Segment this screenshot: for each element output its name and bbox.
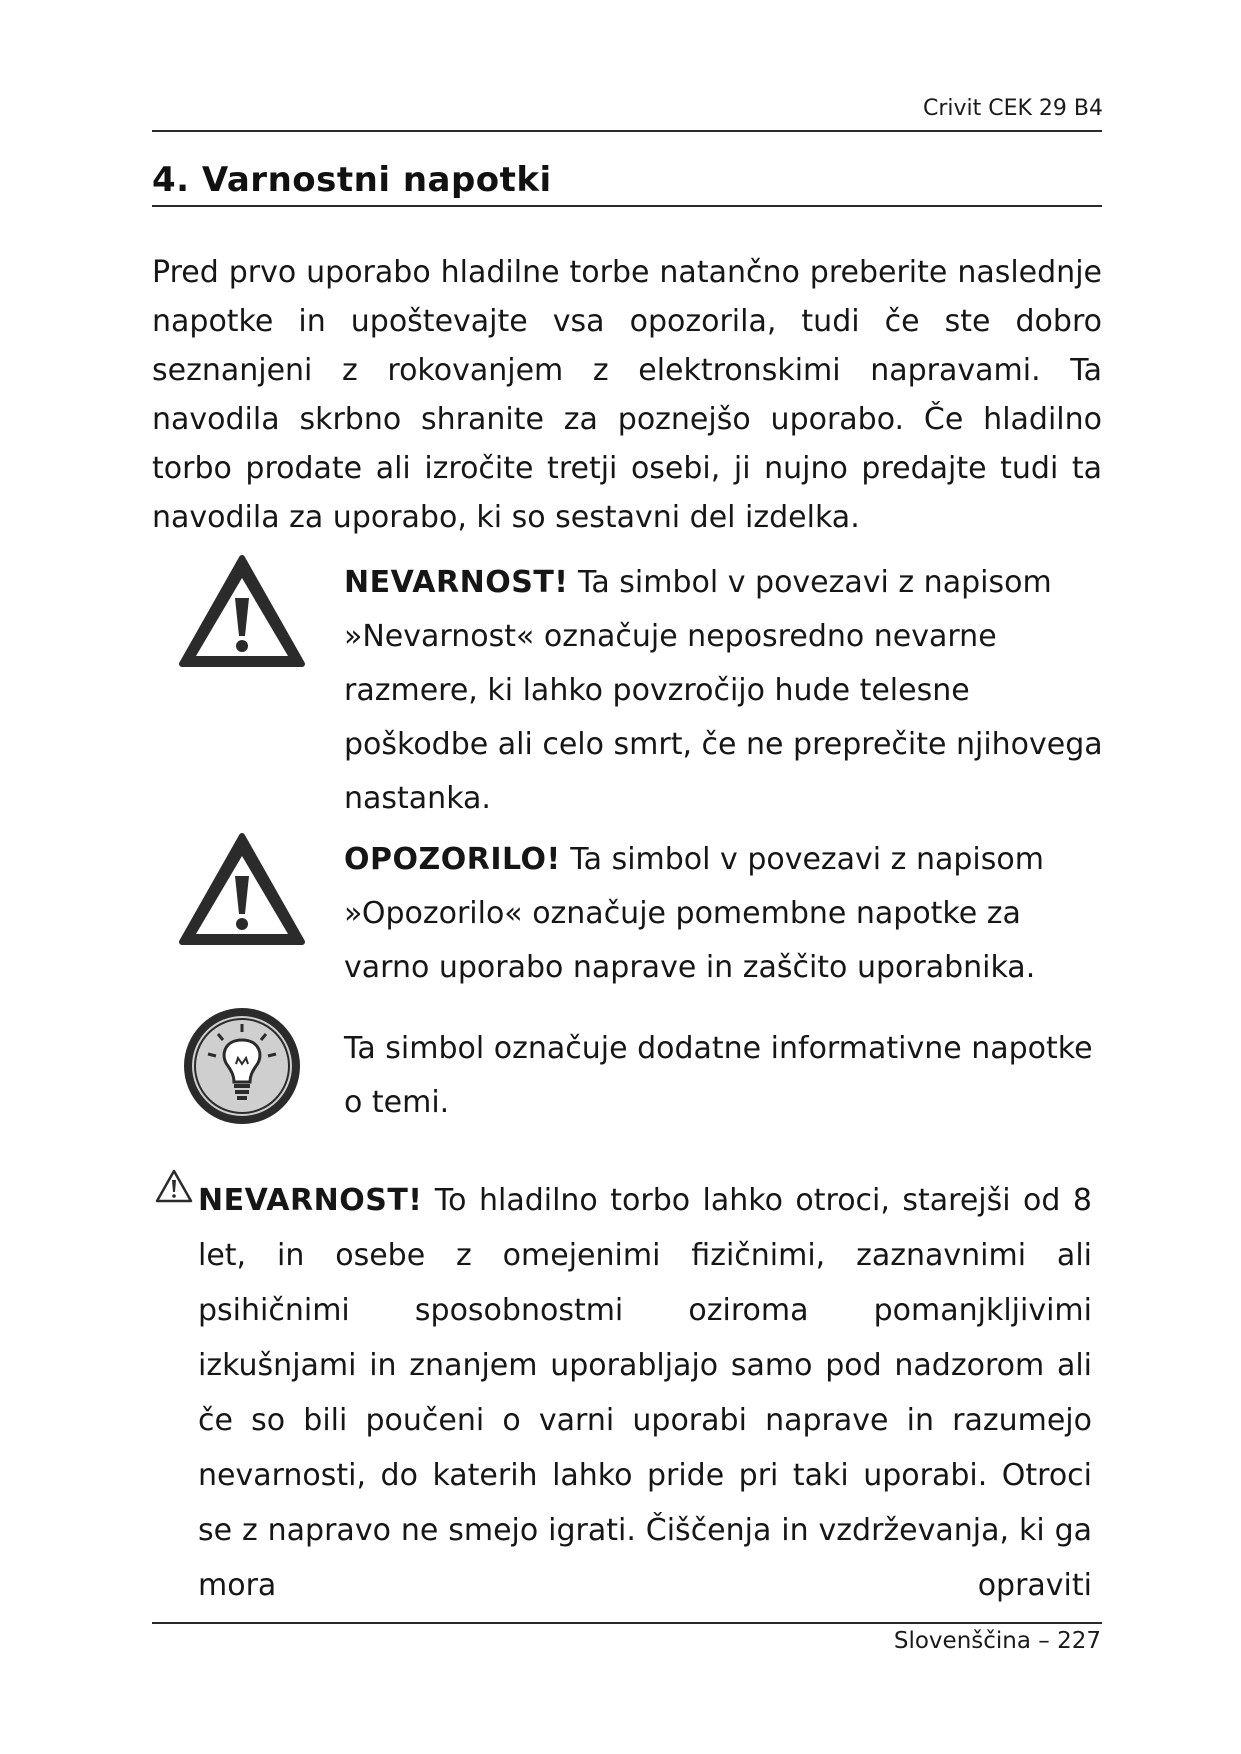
danger-symbol-text: Ta simbol v povezavi z napisom »Nevarnost« označuje neposredno nevarne razmere, ki lahko povzročijo hude telesne poškodbe ali celo smrt, če ne preprečite njihovega nastanka. (344, 565, 1103, 816)
danger-symbol-description (344, 556, 1104, 826)
danger-notice-paragraph (198, 1173, 1092, 1613)
info-symbol-description: Ta simbol označuje dodatne informativne napotke o temi. (344, 1031, 1093, 1120)
warning-symbol-keyword: OPOZORILO! (344, 842, 561, 877)
header-rule (152, 130, 1102, 132)
danger-notice-keyword: NEVARNOST! (198, 1183, 423, 1218)
warning-triangle-icon (178, 552, 306, 670)
warning-triangle-icon (155, 1169, 193, 1203)
footer-page-label: Slovenščina – 227 (893, 1628, 1101, 1654)
footer-rule (152, 1622, 1102, 1624)
section-title: 4. Varnostni napotki (152, 160, 552, 200)
intro-paragraph: Pred prvo uporabo hladilne torbe natančno preberite naslednje napotke in upoštevajte vsa opozorila, tudi če ste dobro seznanjeni z rokovanjem z elektronskimi napravami. Ta navodila skrbno shranite za poznejšo uporabo. Če hladilno torbo prodate ali izročite tretji osebi, ji nujno predajte tudi ta navodila za uporabo, ki so sestavni del izdelka. (152, 255, 1102, 535)
warning-symbol-description (344, 833, 1104, 995)
danger-symbol-keyword: NEVARNOST! (344, 565, 569, 600)
danger-notice-text: To hladilno torbo lahko otroci, starejši od 8 let, in osebe z omejenimi fizičnimi, zaznavnimi ali psihičnimi sposobnostmi oziroma pomanjkljivimi izkušnjami in znanjem uporabljajo samo pod nadzorom ali če so bili poučeni o varni uporabi naprave in razumejo nevarnosti, do katerih lahko pride pri taki uporabi. Otroci se z napravo ne smejo igrati. Čiščenja in vzdrževanja, ki ga mora opraviti (198, 1183, 1092, 1603)
lightbulb-icon (178, 1004, 306, 1128)
warning-triangle-icon (178, 830, 306, 948)
header-model: Crivit CEK 29 B4 (922, 96, 1103, 121)
warning-symbol-text: Ta simbol v povezavi z napisom »Opozorilo« označuje pomembne napotke za varno uporabo naprave in zaščito uporabnika. (344, 842, 1044, 985)
title-rule (152, 205, 1102, 207)
